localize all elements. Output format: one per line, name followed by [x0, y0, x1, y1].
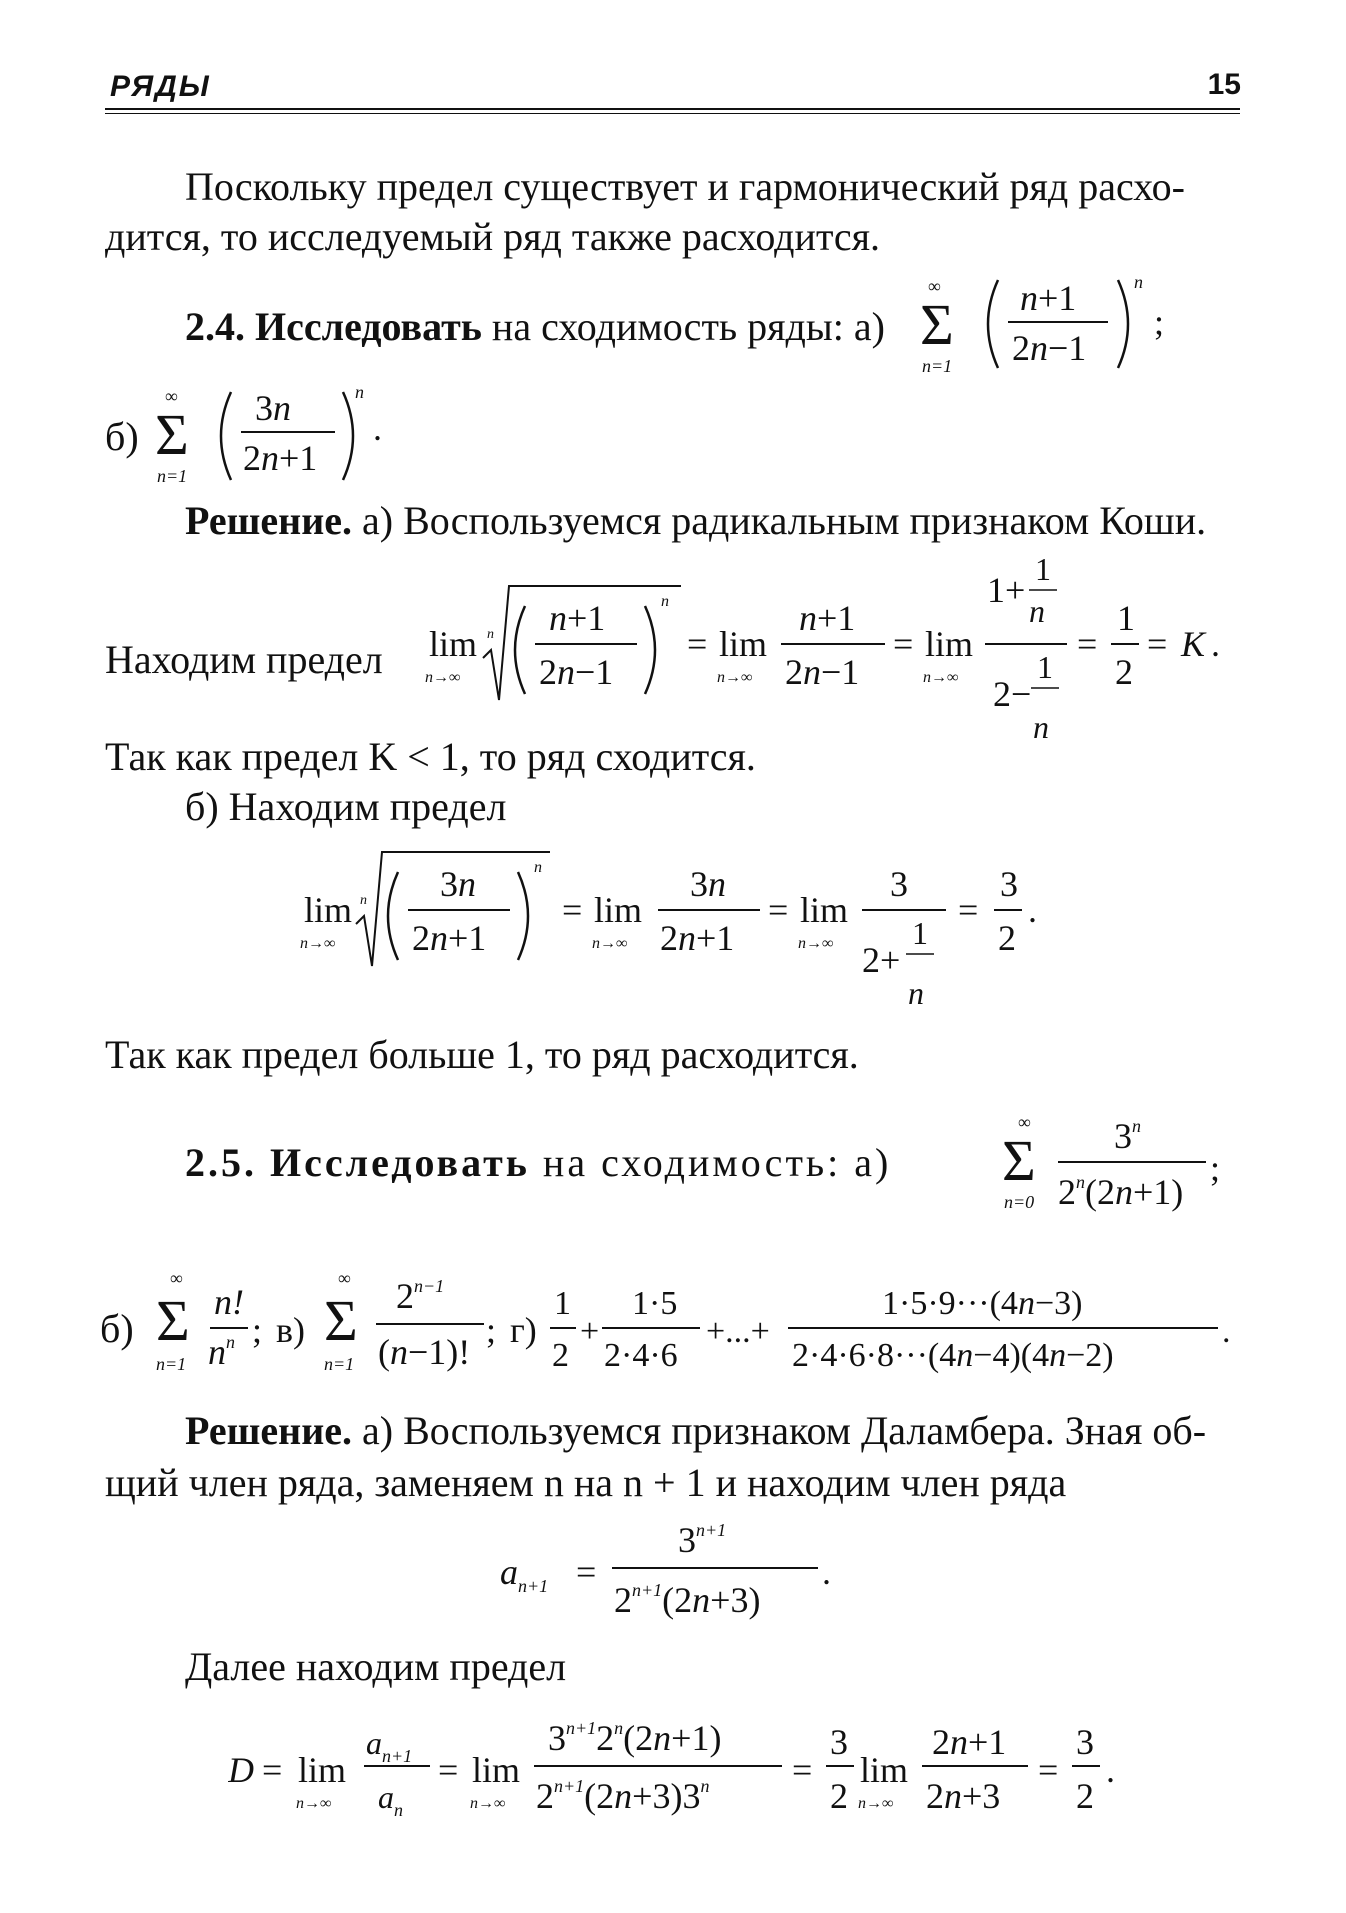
svg-text:3: 3 — [830, 1722, 848, 1762]
formula-a-next — [500, 1508, 860, 1638]
svg-text:1: 1 — [1035, 551, 1051, 587]
svg-text:2+: 2+ — [862, 940, 901, 980]
page-number: 15 — [1207, 68, 1241, 101]
svg-text:1+: 1+ — [987, 570, 1026, 610]
svg-text:2: 2 — [552, 1337, 569, 1374]
svg-text:+...+: +...+ — [706, 1313, 770, 1350]
svg-text:3n+12n(2n+1): $3^{n+1}2^n(2n+1)$ — [548, 1718, 722, 1758]
svg-text:.: . — [822, 1552, 831, 1592]
svg-text:2n+1: 2n+1 — [243, 438, 318, 478]
formula-series-25a — [988, 1108, 1238, 1228]
svg-text:=: = — [958, 890, 979, 930]
svg-text:n: n — [908, 975, 924, 1011]
svg-text:n: n — [534, 859, 542, 876]
svg-text:an+1: $a_{n+1}$ — [366, 1725, 413, 1766]
svg-text:n→∞: n→∞ — [296, 1795, 332, 1812]
svg-text:D: D — [228, 1750, 254, 1790]
svg-text:2n+1: 2n+1 — [660, 918, 735, 958]
svg-text:2: 2 — [998, 918, 1016, 958]
exercise-verb: Исследовать — [270, 1140, 530, 1185]
svg-text:=: = — [262, 1750, 283, 1790]
svg-text:3n: 3n — [440, 864, 476, 904]
svg-text:;: ; — [1154, 302, 1165, 342]
formula-dalembert — [228, 1704, 1128, 1844]
svg-text:.: . — [1211, 624, 1220, 664]
svg-text:2n+1(2n+3): $2^{n+1}(2n+3)$ — [614, 1580, 761, 1620]
svg-text:∞: ∞ — [338, 1268, 351, 1288]
svg-text:∞: ∞ — [928, 276, 941, 296]
svg-text:2: 2 — [830, 1776, 848, 1816]
svg-text:n→∞: n→∞ — [923, 669, 959, 686]
conclusion-a: Так как предел K < 1, то ряд сходится. — [105, 734, 756, 779]
svg-text:=: = — [893, 624, 914, 664]
header-rule — [105, 108, 1240, 110]
next-limit-text: Далее находим предел — [185, 1644, 567, 1689]
svg-text:;: ; — [1210, 1148, 1221, 1188]
svg-text:n+1: n+1 — [799, 598, 856, 638]
svg-text:K: K — [1181, 624, 1206, 664]
solution-text: а) Воспользуемся признаком Даламбера. Зная об- — [362, 1408, 1207, 1453]
exercise-2-5-heading — [185, 1136, 891, 1190]
svg-text:2n−1: 2n−1 — [1012, 328, 1087, 368]
svg-text:.: . — [1222, 1313, 1231, 1350]
svg-text:n=1: n=1 — [922, 356, 953, 376]
svg-text:=: = — [792, 1750, 813, 1790]
svg-text:Σ: Σ — [920, 292, 954, 357]
svg-text:2n+1(2n+3)3n: $2^{n+1}(2n+3)3^n$ — [536, 1776, 710, 1816]
label-b: б) — [105, 414, 139, 459]
exercise-number: 2.5. — [185, 1140, 257, 1185]
exercise-number: 2.4. — [185, 304, 245, 349]
svg-text:n→∞: n→∞ — [858, 1795, 894, 1812]
svg-text:2: 2 — [1076, 1776, 1094, 1816]
exercise-verb: Исследовать — [255, 304, 482, 349]
formula-cauchy-b — [300, 842, 1060, 1022]
svg-text:n=1: n=1 — [157, 466, 188, 486]
svg-text:2n+1: 2n+1 — [412, 918, 487, 958]
svg-text:2: 2 — [1115, 652, 1133, 692]
svg-text:n: n — [360, 893, 367, 908]
solution-line — [185, 1404, 1206, 1458]
svg-text:3n+1: $3^{n+1}$ — [678, 1520, 727, 1560]
solution-line — [185, 494, 1206, 548]
svg-text:an: $a_n$ — [378, 1779, 403, 1820]
svg-text:.: . — [1106, 1750, 1115, 1790]
svg-text:n→∞: n→∞ — [300, 935, 336, 952]
svg-text:2n−1: $2^{n-1}$ — [396, 1276, 445, 1316]
svg-text:г): г) — [510, 1310, 537, 1350]
svg-text:an+1: $a_{n+1}$ — [500, 1552, 549, 1596]
svg-text:;: ; — [486, 1310, 497, 1350]
svg-text:3: 3 — [890, 864, 908, 904]
svg-text:n+1: n+1 — [1020, 278, 1077, 318]
formula-cauchy-a — [425, 550, 1250, 750]
running-header-title: РЯДЫ — [110, 70, 211, 103]
formula-sum-a — [920, 262, 1180, 392]
svg-text:lim: lim — [298, 1750, 347, 1790]
svg-text:n=0: n=0 — [1004, 1192, 1035, 1212]
svg-text:∞: ∞ — [1018, 1112, 1031, 1132]
svg-text:2·4·6: 2·4·6 — [604, 1337, 678, 1374]
find-limit-text: Находим предел — [105, 637, 383, 682]
svg-text:Σ: Σ — [324, 1288, 358, 1353]
exercise-2-4-heading — [185, 300, 885, 354]
exercise-text: на сходимость ряды: а) — [491, 304, 885, 349]
conclusion-b: Так как предел больше 1, то ряд расходится. — [105, 1032, 859, 1077]
svg-text:=: = — [438, 1750, 459, 1790]
svg-text:lim: lim — [472, 1750, 521, 1790]
svg-text:2n(2n+1): $2^n(2n+1)$ — [1058, 1172, 1184, 1212]
svg-text:=: = — [687, 624, 708, 664]
svg-text:n: n — [355, 382, 364, 402]
svg-text:n→∞: n→∞ — [470, 1795, 506, 1812]
svg-text:n: n — [1134, 272, 1143, 292]
label-b: б) — [100, 1306, 134, 1351]
svg-text:1: 1 — [1117, 598, 1135, 638]
svg-text:в): в) — [276, 1310, 305, 1350]
svg-text:3: 3 — [1076, 1722, 1094, 1762]
svg-text:n: n — [1029, 593, 1045, 629]
svg-text:nn: $n^n$ — [208, 1332, 235, 1372]
formula-sum-b — [155, 376, 395, 496]
svg-text:+: + — [580, 1313, 600, 1350]
svg-text:n: n — [487, 627, 494, 642]
svg-text:lim: lim — [304, 890, 353, 930]
paragraph-line: Поскольку предел существует и гармонический ряд расхо- — [185, 164, 1185, 209]
solution-label: Решение. — [185, 498, 353, 543]
svg-text:(n−1)!: (n−1)! — [378, 1332, 471, 1372]
svg-text:=: = — [1077, 624, 1098, 664]
svg-text:2·4·6·8···(4n−4)(4n−2): 2·4·6·8···(4n−4)(4n−2) — [792, 1337, 1114, 1374]
svg-text:;: ; — [252, 1310, 263, 1350]
svg-text:n→∞: n→∞ — [425, 669, 461, 686]
svg-text:3n: 3$^n$ — [1114, 1116, 1141, 1156]
svg-text:lim: lim — [594, 890, 643, 930]
svg-text:=: = — [576, 1552, 597, 1592]
svg-text:n!: n! — [214, 1282, 244, 1322]
svg-text:=: = — [562, 890, 583, 930]
part-b-intro: б) Находим предел — [185, 784, 507, 829]
svg-text:lim: lim — [719, 624, 768, 664]
svg-text:∞: ∞ — [170, 1268, 183, 1288]
svg-text:2n−1: 2n−1 — [539, 652, 614, 692]
solution-label: Решение. — [185, 1408, 353, 1453]
svg-text:∞: ∞ — [165, 386, 178, 406]
svg-text:lim: lim — [429, 624, 478, 664]
svg-text:1·5: 1·5 — [632, 1285, 678, 1322]
svg-text:n→∞: n→∞ — [798, 935, 834, 952]
svg-text:n→∞: n→∞ — [592, 935, 628, 952]
svg-text:lim: lim — [925, 624, 974, 664]
header-rule-thin — [105, 113, 1240, 114]
svg-text:lim: lim — [860, 1750, 909, 1790]
svg-text:1: 1 — [912, 915, 928, 951]
svg-text:Σ: Σ — [156, 1288, 190, 1353]
solution-line-2: щий член ряда, заменяем n на n + 1 и находим член ряда — [105, 1460, 1067, 1505]
svg-text:3: 3 — [1000, 864, 1018, 904]
svg-text:3n: 3n — [690, 864, 726, 904]
svg-text:Σ: Σ — [155, 402, 189, 467]
svg-text:2n−1: 2n−1 — [785, 652, 860, 692]
paragraph-line: дится, то исследуемый ряд также расходится. — [105, 214, 881, 259]
svg-text:1: 1 — [554, 1285, 571, 1322]
svg-text:n+1: n+1 — [549, 598, 606, 638]
solution-text: а) Воспользуемся радикальным признаком Коши. — [362, 498, 1207, 543]
svg-text:1: 1 — [1037, 649, 1053, 685]
svg-text:Σ: Σ — [1002, 1128, 1036, 1193]
svg-text:3n: 3n — [255, 388, 291, 428]
formula-series-row — [100, 1262, 1260, 1402]
svg-text:1·5·9···(4n−3): 1·5·9···(4n−3) — [882, 1285, 1083, 1322]
svg-text:n=1: n=1 — [324, 1354, 355, 1374]
svg-text:2−: 2− — [993, 674, 1032, 714]
svg-text:2n+3: 2n+3 — [926, 1776, 1001, 1816]
svg-text:n→∞: n→∞ — [717, 669, 753, 686]
svg-text:n=1: n=1 — [156, 1354, 187, 1374]
svg-text:n: n — [661, 593, 669, 610]
svg-text:.: . — [1028, 890, 1037, 930]
svg-text:n: n — [1033, 709, 1049, 745]
exercise-text: на сходимость: а) — [542, 1140, 892, 1185]
svg-text:2n+1: 2n+1 — [932, 1722, 1007, 1762]
svg-text:.: . — [373, 408, 382, 448]
svg-text:=: = — [1038, 1750, 1059, 1790]
svg-text:=: = — [1147, 624, 1168, 664]
svg-text:=: = — [768, 890, 789, 930]
svg-text:lim: lim — [800, 890, 849, 930]
